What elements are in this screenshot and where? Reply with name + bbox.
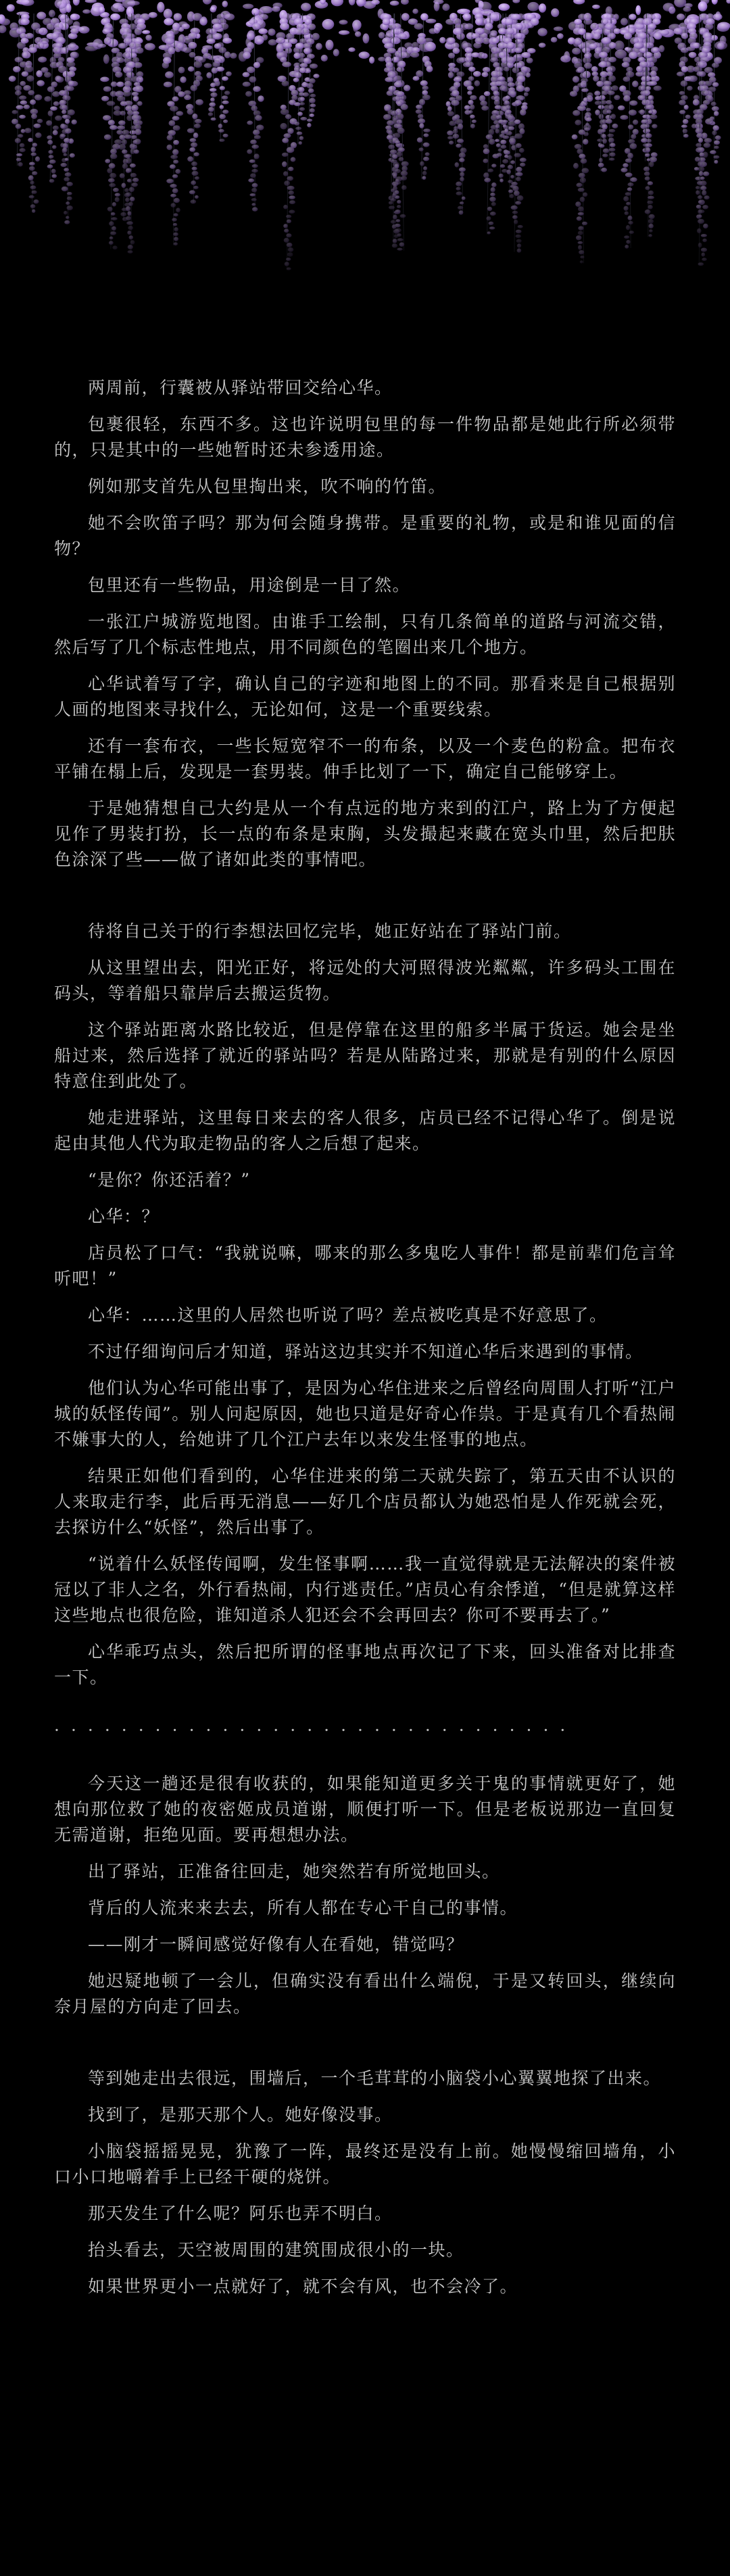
paragraph: 从这里望出去，阳光正好，将远处的大河照得波光粼粼，许多码头工围在码头，等着船只靠岸后去搬运货物。: [54, 958, 676, 1003]
story-section: [54, 1771, 676, 2020]
paragraph: 如果世界更小一点就好了，就不会有风，也不会冷了。: [88, 2277, 518, 2296]
paragraph: 还有一套布衣，一些长短宽窄不一的布条，以及一个麦色的粉盒。把布衣平铺在榻上后，发现是一套男装。伸手比划了一下，确定自己能够穿上。: [54, 736, 676, 781]
dotted-divider: ·······························: [54, 1720, 577, 1740]
paragraph: 店员松了口气：“我就说嘛，哪来的那么多鬼吃人事件！都是前辈们危言耸听吧！”: [54, 1243, 676, 1288]
paragraph: 等到她走出去很远，围墙后，一个毛茸茸的小脑袋小心翼翼地探了出来。: [88, 2068, 662, 2088]
paragraph: 心华：……这里的人居然也听说了吗？差点被吃真是不好意思了。: [88, 1305, 608, 1325]
paragraph: 小脑袋摇摇晃晃，犹豫了一阵，最终还是没有上前。她慢慢缩回墙角，小口小口地嚼着手上已经干硬的烧饼。: [54, 2141, 676, 2187]
article-body: [54, 375, 676, 2310]
paragraph: 于是她猜想自己大约是从一个有点远的地方来到的江户，路上为了方便起见作了男装打扮，长一点的布条是束胸，头发撮起来藏在宽头巾里，然后把肤色涂深了些——做了诸如此类的事情吧。: [54, 798, 676, 869]
paragraph: “说着什么妖怪传闻啊，发生怪事啊……我一直觉得就是无法解决的案件被冠以了非人之名，外行看热闹，内行逃责任。”店员心有余悸道，“但是就算这样这些地点也很危险，谁知道杀人犯还会不会再回去？你可不要再去了。”: [54, 1554, 676, 1625]
paragraph: 结果正如他们看到的，心华住进来的第二天就失踪了，第五天由不认识的人来取走行李，此后再无消息——好几个店员都认为她恐怕是人作死就会死，去探访什么“妖怪”，然后出事了。: [54, 1466, 676, 1537]
paragraph: 她走进驿站，这里每日来去的客人很多，店员已经不记得心华了。倒是说起由其他人代为取走物品的客人之后想了起来。: [54, 1108, 676, 1153]
paragraph: 包裹很轻，东西不多。这也许说明包里的每一件物品都是她此行所必须带的，只是其中的一些她暂时还未参透用途。: [54, 414, 676, 460]
paragraph: 包里还有一些物品，用途倒是一目了然。: [88, 575, 411, 595]
paragraph: 出了驿站，正准备往回走，她突然若有所觉地回头。: [88, 1862, 500, 1881]
paragraph: 待将自己关于的行李想法回忆完毕，她正好站在了驿站门前。: [88, 921, 572, 941]
section-gap: [54, 883, 676, 919]
header-wisteria-image: [0, 0, 730, 284]
section-gap: [54, 2031, 676, 2066]
story-section: [54, 2066, 676, 2300]
paragraph: 心华乖巧点头，然后把所谓的怪事地点再次记了下来，回头准备对比排查一下。: [54, 1642, 676, 1687]
paragraph: “是你？你还活着？”: [88, 1170, 251, 1190]
paragraph: 一张江户城游览地图。由谁手工绘制，只有几条简单的道路与河流交错，然后写了几个标志性地点，用不同颜色的笔圈出来几个地方。: [54, 612, 676, 657]
paragraph: 背后的人流来来去去，所有人都在专心干自己的事情。: [88, 1898, 518, 1918]
paragraph: 她不会吹笛子吗？那为何会随身携带。是重要的礼物，或是和谁见面的信物？: [54, 513, 676, 558]
paragraph: 这个驿站距离水路比较近，但是停靠在这里的船多半属于货运。她会是坐船过来，然后选择了就近的驿站吗？若是从陆路过来，那就是有别的什么原因特意住到此处了。: [54, 1020, 676, 1091]
paragraph: 不过仔细询问后才知道，驿站这边其实并不知道心华后来遇到的事情。: [88, 1342, 643, 1361]
wisteria-flowers-icon: [0, 0, 730, 284]
paragraph: 那天发生了什么呢？阿乐也弄不明白。: [88, 2204, 393, 2223]
paragraph: 找到了，是那天那个人。她好像没事。: [88, 2105, 393, 2124]
paragraph: 两周前，行囊被从驿站带回交给心华。: [88, 378, 393, 397]
story-section: [54, 375, 676, 873]
paragraph: 抬头看去，天空被周围的建筑围成很小的一块。: [88, 2240, 464, 2260]
paragraph: 今天这一趟还是很有收获的，如果能知道更多关于鬼的事情就更好了，她想向那位救了她的夜密姬成员道谢，顺便打听一下。但是老板说那边一直回复无需道谢，拒绝见面。要再想想办法。: [54, 1774, 676, 1845]
paragraph: 心华：？: [88, 1207, 160, 1226]
story-section: [54, 919, 676, 1691]
paragraph: 他们认为心华可能出事了，是因为心华住进来之后曾经向周围人打听“江户城的妖怪传闻”。别人问起原因，她也只道是好奇心作祟。于是真有几个看热闹不嫌事大的人，给她讲了几个江户去年以来发生怪事的地点。: [54, 1378, 676, 1449]
paragraph: ——刚才一瞬间感觉好像有人在看她，错觉吗？: [88, 1935, 464, 1954]
paragraph: 例如那支首先从包里掏出来，吹不响的竹笛。: [88, 477, 447, 496]
paragraph: 她迟疑地顿了一会儿，但确实没有看出什么端倪，于是又转回头，继续向奈月屋的方向走了回去。: [54, 1971, 676, 2016]
paragraph: 心华试着写了字，确认自己的字迹和地图上的不同。那看来是自己根据别人画的地图来寻找什么，无论如何，这是一个重要线索。: [54, 674, 676, 719]
